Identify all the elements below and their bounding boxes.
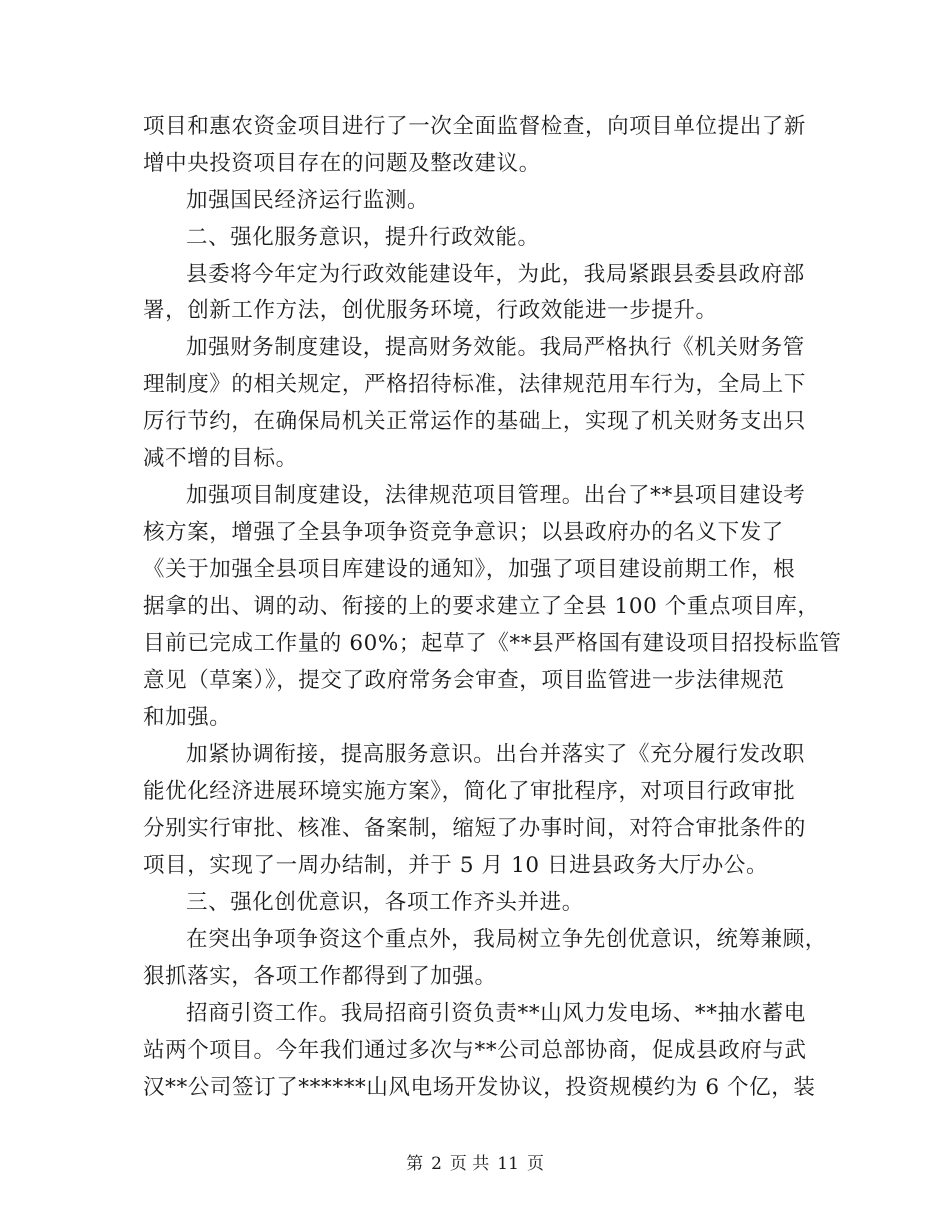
paragraph-line: 理制度》的相关规定，严格招待标准，法律规范用车行为，全局上下: [143, 372, 807, 397]
page-number: 2: [431, 1154, 442, 1174]
paragraph-line: 加紧协调衔接，提高服务意识。出台并落实了《充分履行发改职: [186, 742, 805, 767]
paragraph-line: 加强项目制度建设，法律规范项目管理。出台了**县项目建设考: [186, 483, 806, 508]
paragraph-line: 加强财务制度建设，提高财务效能。我局严格执行《机关财务管: [186, 335, 805, 360]
paragraph-line: 增中央投资项目存在的问题及整改建议。: [143, 151, 541, 176]
footer-prefix: 第: [406, 1154, 424, 1174]
paragraph-line: 站两个项目。今年我们通过多次与**公司总部协商，促成县政府与武: [143, 1038, 807, 1063]
paragraph-line: 分别实行审批、核准、备案制，缩短了办事时间，对符合审批条件的: [143, 816, 807, 841]
paragraph-line: 招商引资工作。我局招商引资负责**山风力发电场、**抽水蓄电: [186, 1001, 807, 1026]
paragraph-line: 核方案，增强了全县争项争资竞争意识；以县政府办的名义下发了: [143, 520, 784, 545]
paragraph-line: 能优化经济进展环境实施方案》，简化了审批程序，对项目行政审批: [143, 779, 796, 804]
paragraph-line: 加强国民经济运行监测。: [186, 188, 430, 213]
paragraph-line: 厉行节约，在确保局机关正常运作的基础上，实现了机关财务支出只: [143, 409, 807, 434]
paragraph-line: 减不增的目标。: [143, 446, 298, 471]
paragraph-line: 项目和惠农资金项目进行了一次全面监督检查，向项目单位提出了新: [143, 114, 807, 139]
paragraph-line: 县委将今年定为行政效能建设年，为此，我局紧跟县委县政府部: [186, 262, 805, 287]
section-heading: 三、强化创优意识，各项工作齐头并进。: [186, 890, 584, 915]
section-heading: 二、强化服务意识，提升行政效能。: [186, 225, 540, 250]
page-footer: [0, 1152, 950, 1176]
paragraph-line: 意见（草案）》，提交了政府常务会审查，项目监管进一步法律规范: [143, 668, 785, 693]
paragraph-line: 据拿的出、调的动、衔接的上的要求建立了全县 100 个重点项目库，: [143, 594, 820, 619]
paragraph-line: 项目，实现了一周办结制，并于 5 月 10 日进县政务大厅办公。: [143, 853, 769, 878]
footer-suffix: 页: [526, 1154, 544, 1174]
footer-middle: 页 共: [449, 1154, 490, 1174]
paragraph-line: 汉**公司签订了******山风电场开发协议，投资规模约为 6 个亿，装: [143, 1075, 816, 1100]
page-total: 11: [497, 1154, 519, 1174]
paragraph-line: 和加强。: [143, 705, 232, 730]
paragraph-line: 在突出争项争资这个重点外，我局树立争先创优意识，统筹兼顾，: [186, 927, 827, 952]
paragraph-line: 狠抓落实，各项工作都得到了加强。: [143, 964, 497, 989]
paragraph-line: 署，创新工作方法，创优服务环境，行政效能进一步提升。: [143, 298, 718, 323]
paragraph-line: 《关于加强全县项目库建设的通知》，加强了项目建设前期工作，根: [143, 557, 796, 582]
paragraph-line: 目前已完成工作量的 60%；起草了《**县严格国有建设项目招投标监管: [143, 631, 842, 656]
